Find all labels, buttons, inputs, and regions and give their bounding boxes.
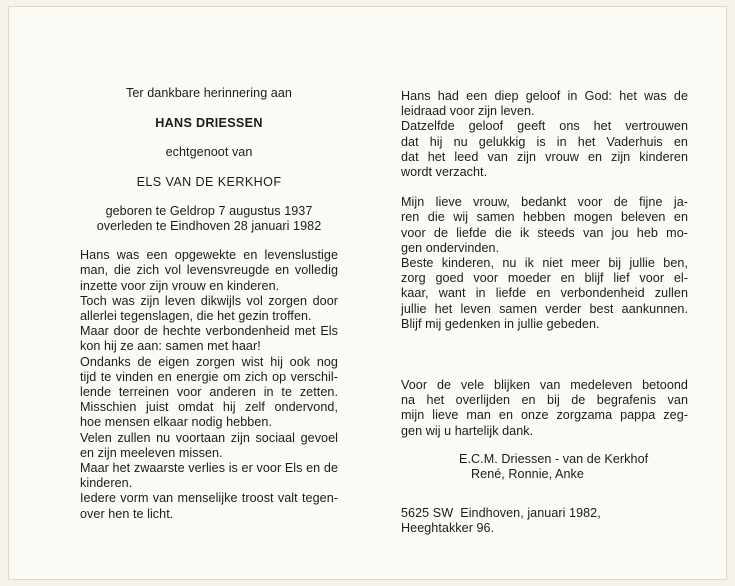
left-body-text: [80, 248, 338, 522]
death-line: overleden te Eindhoven 28 januari 1982: [96, 219, 322, 234]
text-line: Blijf mij gedenken in jullie gebeden.: [401, 316, 600, 331]
text-line: mijn lieve man en onze zorgzama pappa zeg-: [401, 408, 688, 423]
text-line: lende terreinen voor anderen in te zetten.: [80, 385, 338, 400]
text-line: dat het leed van zijn vrouw en zijn kinderen: [401, 149, 688, 164]
address-line-1: 5625 SW Eindhoven, januari 1982,: [401, 506, 601, 521]
text-line: en zijn meeleven missen.: [80, 445, 223, 460]
birth-line: geboren te Geldrop 7 augustus 1937: [105, 203, 313, 218]
address-block: [401, 506, 688, 536]
text-line: hoe mensen elkaar nodig hebben.: [80, 415, 272, 430]
text-line: inzette voor zijn vrouw en kinderen.: [80, 278, 280, 293]
spouse-label: echtgenoot van: [165, 145, 253, 160]
text-line: zorg goed voor moeder en blijf lief voor el-: [401, 271, 688, 286]
text-line: Iedere vorm van menselijke troost valt tegen-: [80, 491, 338, 506]
left-column: [80, 86, 338, 522]
text-line: ren die wij samen hebben mogen beleven en: [401, 210, 688, 225]
text-line: kaar, want in liefde en verbondenheid zullen: [401, 286, 688, 301]
text-line: na het overlijden en bij de begrafenis van: [401, 393, 688, 408]
text-line: Velen zullen nu voortaan zijn sociaal gevoel: [80, 430, 338, 445]
text-line: gen ondervinden.: [401, 240, 500, 255]
text-line: Ondanks de eigen zorgen wist hij ook nog: [80, 354, 338, 369]
text-line: Hans had een diep geloof in God: het was de: [401, 89, 688, 103]
text-line: gen wij u hartelijk dank.: [401, 423, 534, 438]
text-line: Beste kinderen, nu ik niet meer bij jullie ben,: [401, 256, 688, 271]
text-line: leidraad voor zijn leven.: [401, 104, 535, 119]
text-line: Misschien juist omdat hij zelf ondervond,: [80, 400, 338, 415]
text-line: wordt verzacht.: [401, 165, 488, 180]
spouse-name: ELS VAN DE KERKHOF: [136, 174, 282, 189]
intro-line: Ter dankbare herinnering aan: [126, 86, 292, 100]
text-line: jullie het leven samen verder best aankunnen.: [401, 301, 688, 316]
thanks-paragraph: [401, 378, 688, 439]
address-line-2: Heeghtakker 96.: [401, 521, 495, 536]
signature-children: René, Ronnie, Anke: [471, 467, 584, 482]
right-column: [401, 89, 688, 537]
text-line: tijd te vinden en energie om zich op verschil-: [80, 369, 338, 384]
text-line: Datzelfde geloof geeft ons het vertrouwen: [401, 119, 688, 134]
text-line: over hen te licht.: [80, 506, 174, 521]
text-line: kinderen.: [80, 476, 133, 491]
text-line: man, die zich vol levensvreugde en volledig: [80, 263, 338, 278]
deceased-name: HANS DRIESSEN: [155, 116, 263, 131]
text-line: Voor de vele blijken van medeleven betoond: [401, 378, 688, 393]
farewell-paragraph: [401, 195, 688, 332]
text-line: Maar het zwaarste verlies is er voor Els en de: [80, 461, 338, 476]
text-line: dat hij nu gelukkig is in het Vaderhuis en: [401, 134, 688, 149]
text-line: Maar door de hechte verbondenheid met Els: [80, 324, 338, 339]
text-line: allerlei tegenslagen, die het gezin troffen.: [80, 309, 312, 324]
text-line: kon hij ze aan: samen met haar!: [80, 339, 261, 354]
signature-name: E.C.M. Driessen - van de Kerkhof: [459, 451, 649, 466]
text-line: Mijn lieve vrouw, bedankt voor de fijne ja-: [401, 195, 688, 210]
text-line: voor de liefde die ik steeds van jou heb mo-: [401, 225, 688, 240]
faith-paragraph: [401, 89, 688, 180]
text-line: Toch was zijn leven dikwijls vol zorgen door: [80, 293, 338, 308]
text-line: Hans was een opgewekte en levenslustige: [80, 248, 338, 263]
signature-block: [401, 452, 688, 482]
